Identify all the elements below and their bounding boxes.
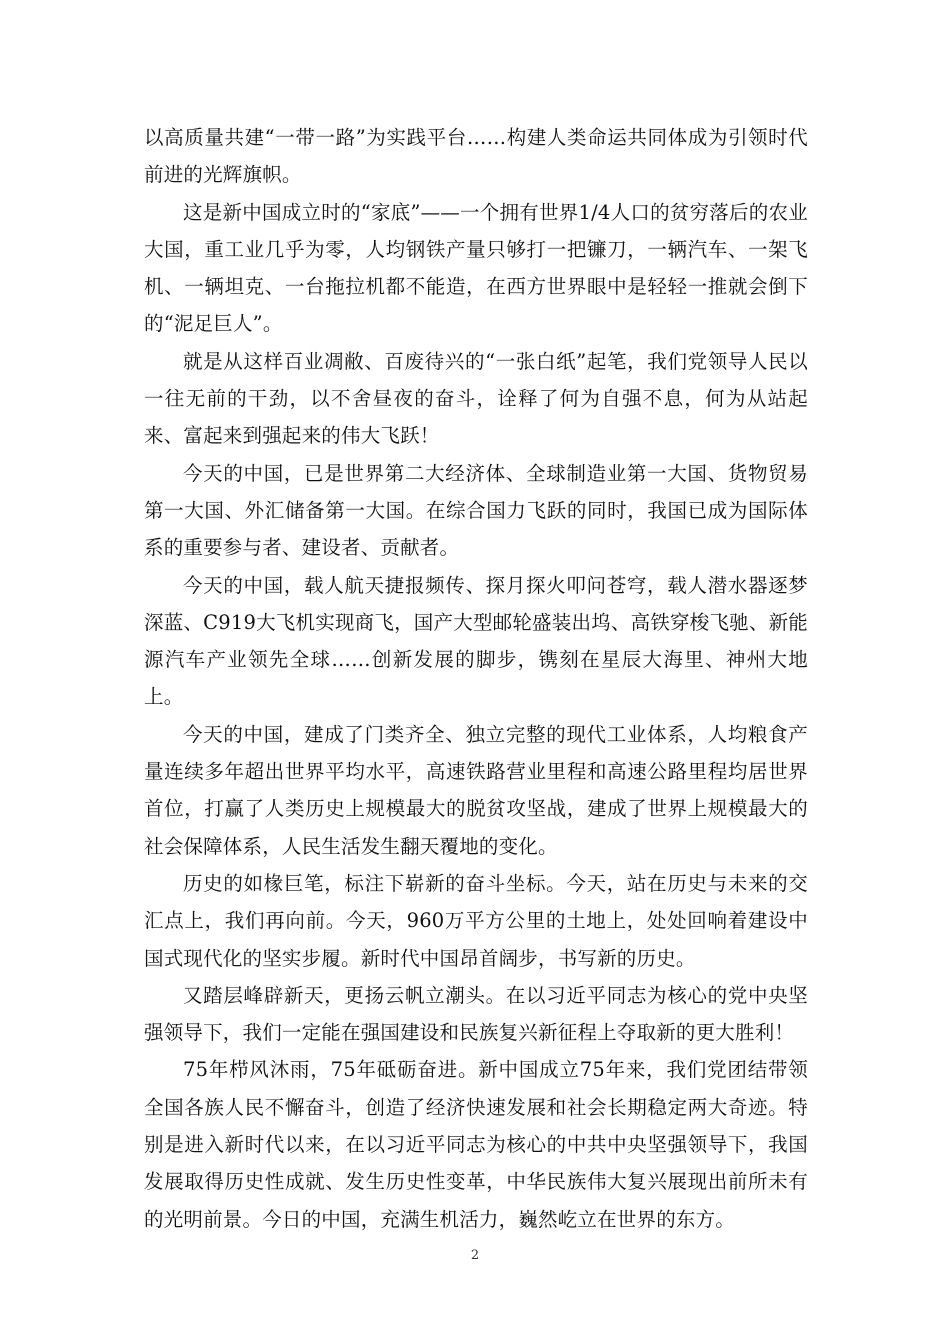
paragraph: 就是从这样百业凋敝、百废待兴的“一张白纸”起笔，我们党领导人民以一往无前的干劲，以不舍昼夜的奋斗，诠释了何为自强不息，何为从站起来、富起来到强起来的伟大飞跃！	[144, 349, 808, 448]
paragraph: 今天的中国，载人航天捷报频传、探月探火叩问苍穹，载人潜水器逐梦深蓝、C919大飞机实现商飞，国产大型邮轮盛装出坞、高铁穿梭飞驰、新能源汽车产业领先全球……创新发展的脚步，镌刻在星辰大海里、神州大地上。	[144, 573, 808, 709]
paragraph: 今天的中国，建成了门类齐全、独立完整的现代工业体系，人均粮食产量连续多年超出世界平均水平，高速铁路营业里程和高速公路里程均居世界首位，打赢了人类历史上规模最大的脱贫攻坚战，建成了世界上规模最大的社会保障体系，人民生活发生翻天覆地的变化。	[144, 722, 808, 858]
paragraph-continued: 以高质量共建“一带一路”为实践平台……构建人类命运共同体成为引领时代前进的光辉旗帜。	[144, 126, 808, 187]
paragraph: 75年栉风沐雨，75年砥砺奋进。新中国成立75年来，我们党团结带领全国各族人民不懈奋斗，创造了经济快速发展和社会长期稳定两大奇迹。特别是进入新时代以来，在以习近平同志为核心的中共中央坚强领导下，我国发展取得历史性成就、发生历史性变革，中华民族伟大复兴展现出前所未有的光明前景。今日的中国，充满生机活力，巍然屹立在世界的东方。	[144, 1058, 808, 1231]
page-number: 2	[470, 1248, 480, 1263]
paragraph: 历史的如椽巨笔，标注下崭新的奋斗坐标。今天，站在历史与未来的交汇点上，我们再向前。今天，960万平方公里的土地上，处处回响着建设中国式现代化的坚实步履。新时代中国昂首阔步，书写新的历史。	[144, 871, 808, 970]
paragraph: 今天的中国，已是世界第二大经济体、全球制造业第一大国、货物贸易第一大国、外汇储备第一大国。在综合国力飞跃的同时，我国已成为国际体系的重要参与者、建设者、贡献者。	[144, 461, 808, 560]
paragraph: 这是新中国成立时的“家底”——一个拥有世界1/4人口的贫穷落后的农业大国，重工业几乎为零，人均钢铁产量只够打一把镰刀，一辆汽车、一架飞机、一辆坦克、一台拖拉机都不能造，在西方世界眼中是轻轻一推就会倒下的“泥足巨人”。	[144, 200, 808, 336]
document-body	[144, 119, 808, 1238]
paragraph: 又踏层峰辟新天，更扬云帆立潮头。在以习近平同志为核心的党中央坚强领导下，我们一定能在强国建设和民族复兴新征程上夺取新的更大胜利！	[144, 983, 808, 1045]
